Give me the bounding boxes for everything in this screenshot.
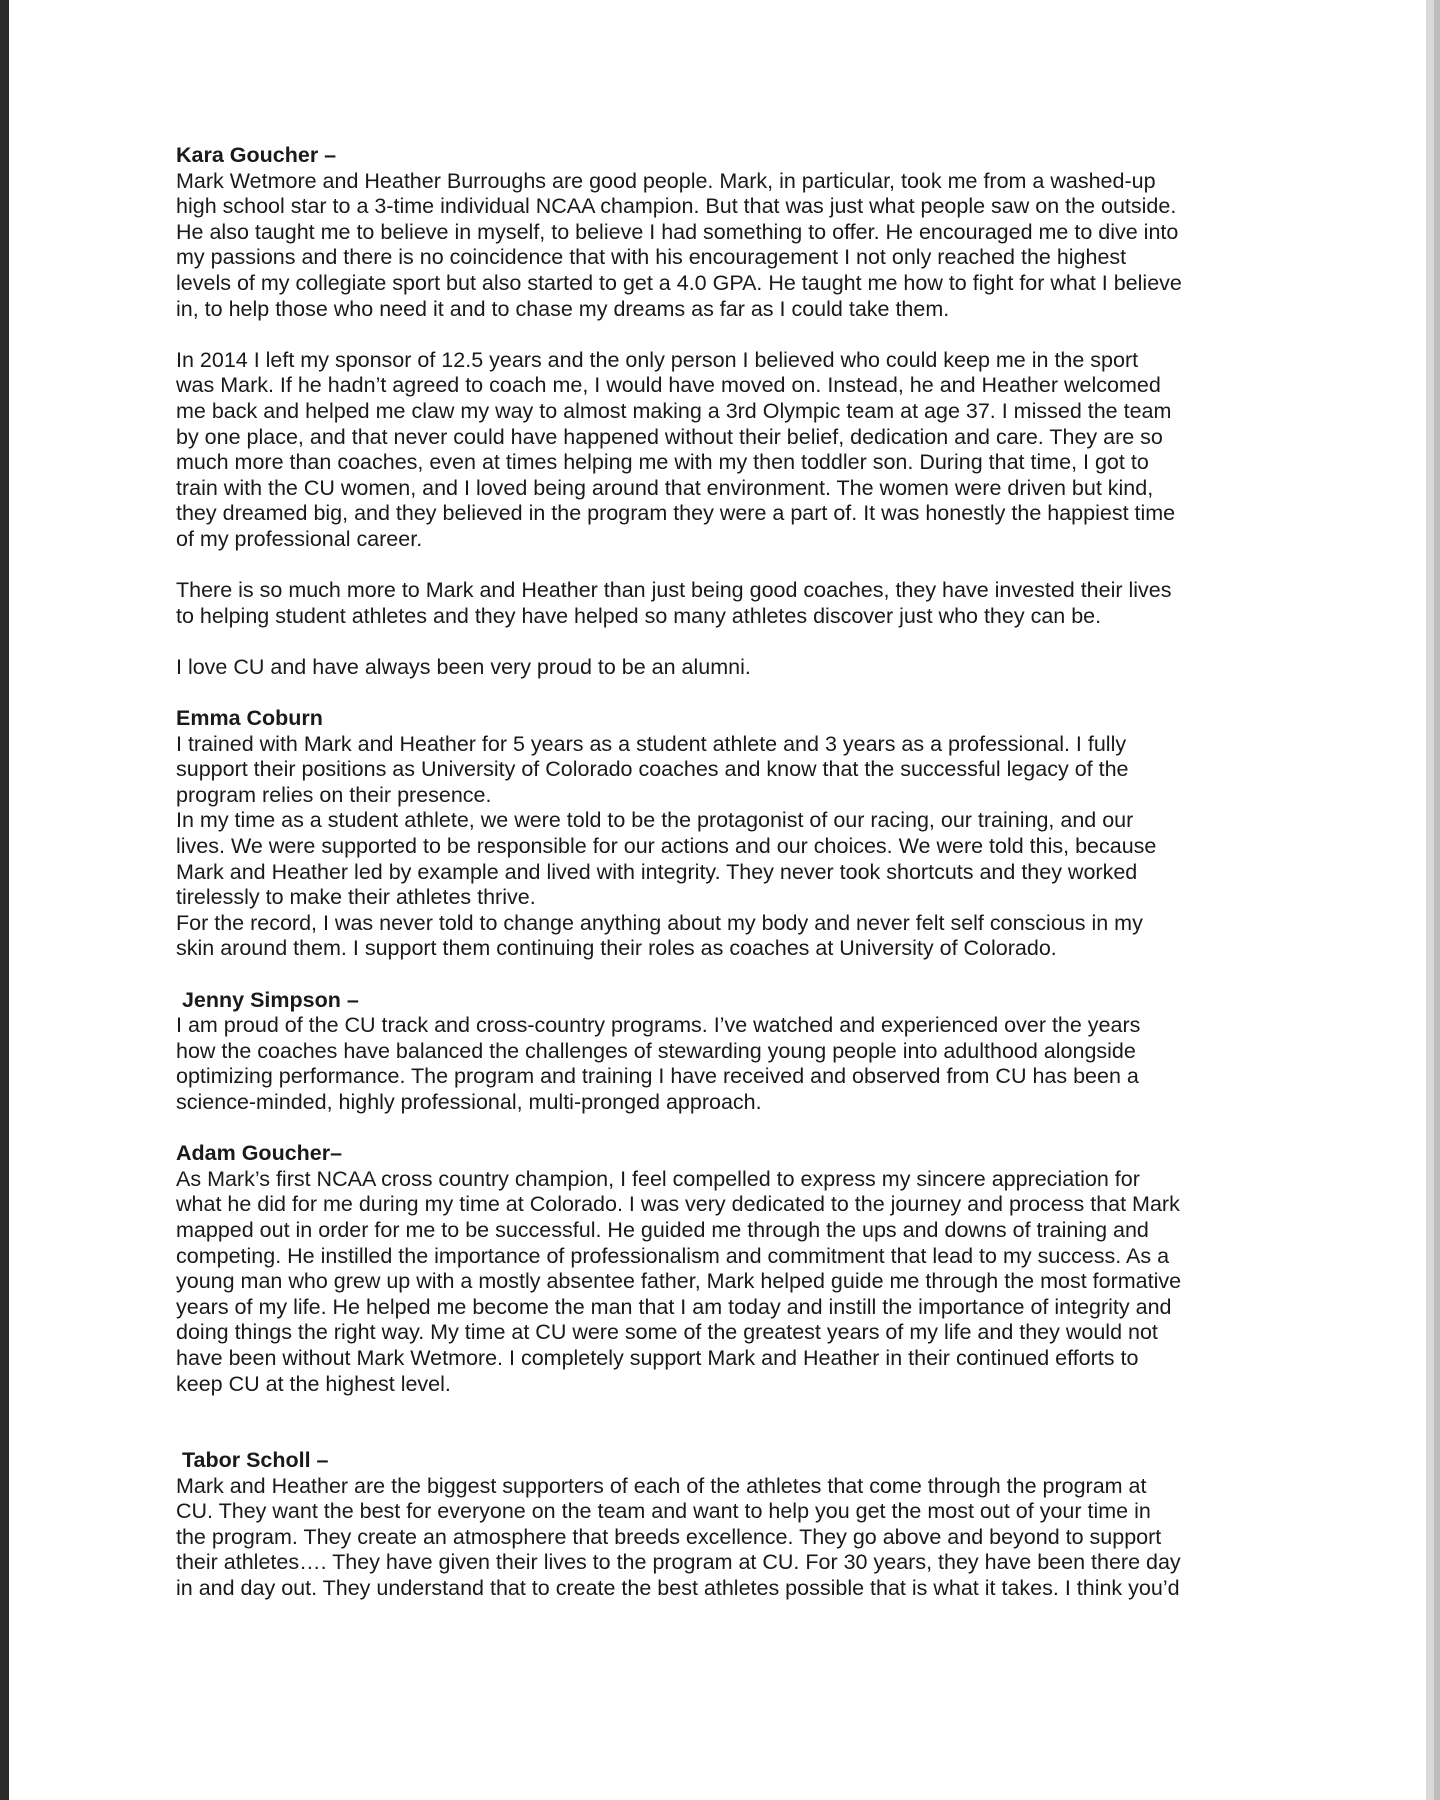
testimonial-author: Emma Coburn (176, 706, 323, 731)
testimonial-paragraph: I am proud of the CU track and cross-country programs. I’ve watched and experienced over the years how the coaches have balanced the challenges of stewarding young people into adulthood alongside optimizing performance. The program and training I have received and observed from CU has been a science-minded, highly professional, multi-pronged approach. (176, 1013, 1141, 1114)
testimonial-kara-goucher (176, 143, 1271, 680)
testimonial-emma-coburn (176, 706, 1271, 962)
testimonial-paragraph: I trained with Mark and Heather for 5 years as a student athlete and 3 years as a professional. I fully support their positions as University of Colorado coaches and know that the successful legacy of the program relies on their presence. In my time as a student athlete, we were told to be the protagonist of our racing, our training, and our lives. We were supported to be responsible for our actions and our choices. We were told this, because Mark and Heather led by example and lived with integrity. They never took shortcuts and they worked tirelessly to make their athletes thrive. For the record, I was never told to change anything about my body and never felt self conscious in my skin around them. I support them continuing their roles as coaches at University of Colorado. (176, 731, 1157, 961)
testimonial-adam-goucher (176, 1141, 1271, 1397)
testimonial-tabor-scholl (176, 1448, 1271, 1602)
window-frame-left (0, 0, 9, 1800)
testimonial-jenny-simpson (176, 988, 1271, 1116)
testimonial-paragraph: I love CU and have always been very proud to be an alumni. (176, 654, 751, 679)
document-page (176, 143, 1271, 1602)
testimonial-author: Kara Goucher – (176, 143, 337, 167)
testimonial-paragraph: Mark and Heather are the biggest supporters of each of the athletes that come through the program at CU. They want the best for everyone on the team and want to help you get the most out of your time in the program. They create an atmosphere that breeds excellence. They go above and beyond to support their athletes…. They have given their lives to the program at CU. For 30 years, they have been there day in and day out. They understand that to create the best athletes possible that is what it takes. I think you’d (176, 1473, 1181, 1601)
window-frame-right (1426, 0, 1440, 1800)
testimonial-paragraph: In 2014 I left my sponsor of 12.5 years and the only person I believed who could keep me in the sport was Mark. If he hadn’t agreed to coach me, I would have moved on. Instead, he and Heather welcomed me back and helped me claw my way to almost making a 3rd Olympic team at age 37. I missed the team by one place, and that never could have happened without their belief, dedication and care. They are so much more than coaches, even at times helping me with my then toddler son. During that time, I got to train with the CU women, and I loved being around that environment. The women were driven but kind, they dreamed big, and they believed in the program they were a part of. It was honestly the happiest time of my professional career. (176, 347, 1176, 551)
testimonial-author: Tabor Scholl – (176, 1448, 329, 1473)
testimonial-author: Jenny Simpson – (176, 987, 359, 1012)
testimonial-paragraph: There is so much more to Mark and Heather than just being good coaches, they have invested their lives to helping student athletes and they have helped so many athletes discover just who they can be. (176, 578, 1172, 628)
testimonial-paragraph: As Mark’s first NCAA cross country champion, I feel compelled to express my sincere appreciation for what he did for me during my time at Colorado. I was very dedicated to the journey and process that Mark mapped out in order for me to be successful. He guided me through the ups and downs of training and competing. He instilled the importance of professionalism and commitment that lead to my success. As a young man who grew up with a mostly absentee father, Mark helped guide me through the most formative years of my life. He helped me become the man that I am today and instill the importance of integrity and doing things the right way. My time at CU were some of the greatest years of my life and they would not have been without Mark Wetmore. I completely support Mark and Heather in their continued efforts to keep CU at the highest level. (176, 1166, 1182, 1396)
testimonial-paragraph: Mark Wetmore and Heather Burroughs are good people. Mark, in particular, took me from a washed-up high school star to a 3-time individual NCAA champion. But that was just what people saw on the outside. He also taught me to believe in myself, to believe I had something to offer. He encouraged me to dive into my passions and there is no coincidence that with his encouragement I not only reached the highest levels of my collegiate sport but also started to get a 4.0 GPA. He taught me how to fight for what I believe in, to help those who need it and to chase my dreams as far as I could take them. (176, 168, 1182, 321)
testimonial-author: Adam Goucher– (176, 1141, 343, 1166)
